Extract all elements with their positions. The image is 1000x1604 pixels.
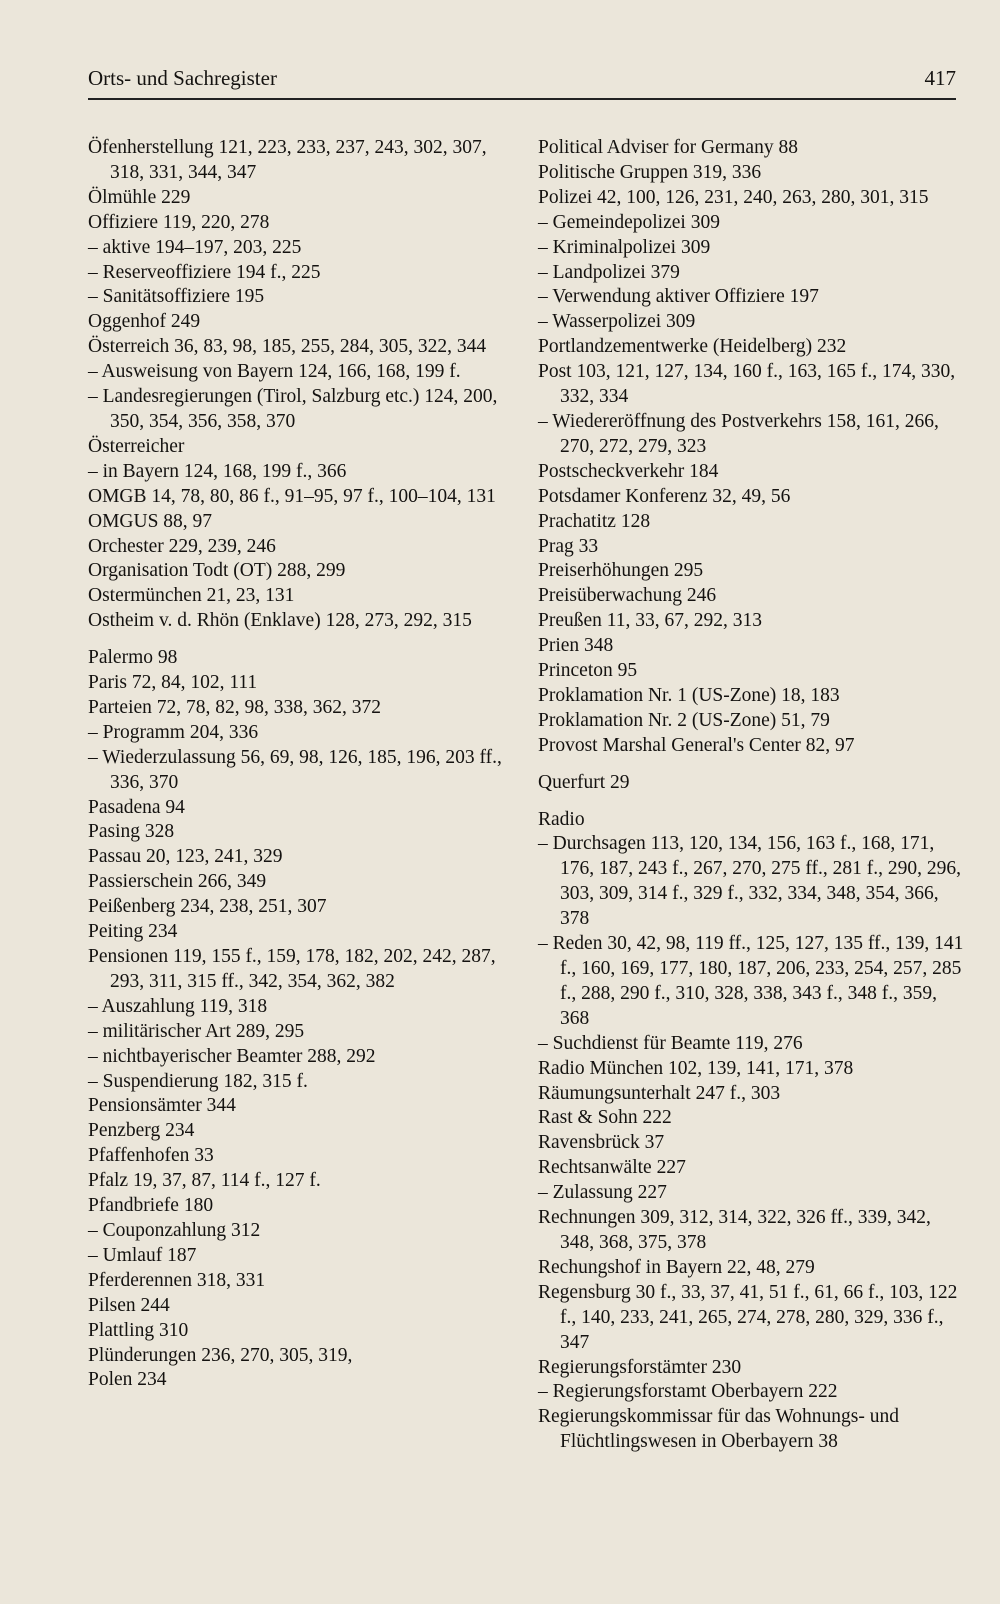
index-subentry: – Suchdienst für Beamte 119, 276	[538, 1032, 803, 1054]
index-entry: Post 103, 121, 127, 134, 160 f., 163, 165 f., 174, 330, 332, 334	[538, 361, 956, 408]
index-entry: Orchester 229, 239, 246	[88, 535, 276, 557]
index-entry: Ölmühle 229	[88, 186, 191, 208]
index-entry: Preußen 11, 33, 67, 292, 313	[538, 610, 763, 632]
index-entry: Preisüberwachung 246	[538, 585, 717, 607]
index-entry: Penzberg 234	[88, 1120, 195, 1142]
index-entry: Pasing 328	[88, 821, 175, 843]
index-entry: Prachatitz 128	[538, 510, 651, 532]
index-subentry: – Gemeindepolizei 309	[538, 211, 720, 233]
index-subentry: – Programm 204, 336	[88, 721, 259, 743]
index-subentry: – Sanitätsoffiziere 195	[88, 286, 265, 308]
index-subentry: – Verwendung aktiver Offiziere 197	[538, 286, 819, 308]
index-entry: Politische Gruppen 319, 336	[538, 161, 762, 183]
index-column-left	[88, 136, 520, 1393]
index-entry: Regierungskommissar für das Wohnungs- und Flüchtlingswesen in Oberbayern 38	[538, 1406, 899, 1453]
index-subentry: – Landesregierungen (Tirol, Salzburg etc.) 124, 200, 350, 354, 356, 358, 370	[88, 386, 498, 432]
page-header	[88, 64, 956, 100]
index-subentry: – aktive 194–197, 203, 225	[88, 236, 302, 258]
index-entry: Political Adviser for Germany 88	[538, 137, 798, 158]
running-title: Orts- und Sachregister	[88, 66, 277, 90]
index-entry: Radio	[538, 808, 585, 830]
index-entry: Rechungshof in Bayern 22, 48, 279	[538, 1256, 815, 1278]
index-entry: Pasadena 94	[88, 796, 185, 818]
index-subentry: – Umlauf 187	[88, 1244, 197, 1266]
index-entry: Postscheckverkehr 184	[538, 460, 719, 482]
index-entry: Pfalz 19, 37, 87, 114 f., 127 f.	[88, 1170, 321, 1192]
index-entry: Regensburg 30 f., 33, 37, 41, 51 f., 61, 66 f., 103, 122 f., 140, 233, 241, 265, 274, 278, 280, 329, 336 f., 347	[538, 1281, 958, 1353]
index-entry: Oggenhof 249	[88, 311, 201, 333]
index-entry: Radio München 102, 139, 141, 171, 378	[538, 1057, 854, 1079]
index-subentry: – Wiedereröffnung des Postverkehrs 158, 161, 266, 270, 272, 279, 323	[538, 410, 939, 457]
index-subentry: – Auszahlung 119, 318	[88, 995, 268, 1017]
index-subentry: – Landpolizei 379	[538, 261, 680, 283]
index-subentry: – Couponzahlung 312	[88, 1219, 261, 1241]
index-subentry: – in Bayern 124, 168, 199 f., 366	[88, 460, 347, 482]
index-entry: Paris 72, 84, 102, 111	[88, 672, 258, 694]
page-number: 417	[924, 66, 956, 90]
index-subentry: – Durchsagen 113, 120, 134, 156, 163 f., 168, 171, 176, 187, 243 f., 267, 270, 275 ff., 281 f., 290, 296, 303, 309, 314 f., 329 f., 332, 334, 348, 354, 366, 378	[538, 833, 961, 930]
index-column-right	[538, 136, 968, 1455]
index-entry: OMGB 14, 78, 80, 86 f., 91–95, 97 f., 100–104, 131	[88, 485, 496, 507]
index-subentry: – nichtbayerischer Beamter 288, 292	[88, 1045, 376, 1067]
index-entry: Ravensbrück 37	[538, 1132, 665, 1154]
index-subentry: – Reserveoffiziere 194 f., 225	[88, 261, 321, 283]
index-entry: Querfurt 29	[538, 771, 630, 793]
index-subentry: – militärischer Art 289, 295	[88, 1020, 305, 1042]
index-entry: Preiserhöhungen 295	[538, 560, 704, 582]
index-entry: Peiting 234	[88, 921, 178, 943]
index-entry: Pensionen 119, 155 f., 159, 178, 182, 202, 242, 287, 293, 311, 315 ff., 342, 354, 362, 382	[88, 946, 496, 992]
index-entry: Potsdamer Konferenz 32, 49, 56	[538, 485, 791, 507]
index-entry: Öfenherstellung 121, 223, 233, 237, 243, 302, 307, 318, 331, 344, 347	[88, 137, 487, 183]
index-entry: Provost Marshal General's Center 82, 97	[538, 734, 855, 756]
index-entry: Österreicher	[88, 435, 185, 457]
index-entry: Offiziere 119, 220, 278	[88, 211, 270, 233]
index-entry: Proklamation Nr. 2 (US-Zone) 51, 79	[538, 709, 830, 731]
index-subentry: – Ausweisung von Bayern 124, 166, 168, 199 f.	[88, 361, 461, 383]
index-entry: Peißenberg 234, 238, 251, 307	[88, 896, 327, 918]
index-entry: Rechnungen 309, 312, 314, 322, 326 ff., 339, 342, 348, 368, 375, 378	[538, 1207, 931, 1253]
index-entry: Pfaffenhofen 33	[88, 1145, 214, 1167]
index-subentry: – Wiederzulassung 56, 69, 98, 126, 185, 196, 203 ff., 336, 370	[88, 746, 502, 793]
index-entry: Plünderungen 236, 270, 305, 319,	[88, 1344, 353, 1366]
index-entry: Rechtsanwälte 227	[538, 1157, 686, 1179]
index-entry: Regierungsforstämter 230	[538, 1356, 742, 1378]
index-subentry: – Kriminalpolizei 309	[538, 236, 711, 258]
index-entry: Prien 348	[538, 635, 614, 657]
index-entry: Organisation Todt (OT) 288, 299	[88, 560, 346, 582]
index-entry: Räumungsunterhalt 247 f., 303	[538, 1082, 781, 1104]
index-entry: OMGUS 88, 97	[88, 510, 213, 532]
index-subentry: – Zulassung 227	[538, 1182, 667, 1204]
index-entry: Pensionsämter 344	[88, 1095, 236, 1117]
index-subentry: – Wasserpolizei 309	[538, 311, 696, 333]
index-entry: Parteien 72, 78, 82, 98, 338, 362, 372	[88, 696, 382, 718]
index-entry: Proklamation Nr. 1 (US-Zone) 18, 183	[538, 684, 840, 706]
index-entry: Portlandzementwerke (Heidelberg) 232	[538, 336, 847, 358]
index-entry: Rast & Sohn 222	[538, 1107, 672, 1129]
index-entry: Princeton 95	[538, 660, 638, 682]
index-entry: Plattling 310	[88, 1319, 189, 1341]
index-entry: Pferderennen 318, 331	[88, 1269, 266, 1291]
index-entry: Polizei 42, 100, 126, 231, 240, 263, 280, 301, 315	[538, 186, 929, 208]
index-entry: Ostermünchen 21, 23, 131	[88, 585, 295, 607]
index-entry: Prag 33	[538, 535, 599, 557]
index-subentry: – Regierungsforstamt Oberbayern 222	[538, 1381, 838, 1403]
index-entry: Palermo 98	[88, 647, 178, 669]
index-entry: Österreich 36, 83, 98, 185, 255, 284, 305, 322, 344	[88, 336, 487, 358]
index-entry: Passierschein 266, 349	[88, 871, 267, 893]
index-subentry: – Reden 30, 42, 98, 119 ff., 125, 127, 135 ff., 139, 141 f., 160, 169, 177, 180, 187, 206, 233, 254, 257, 285 f., 288, 290 f., 310, 328, 338, 343 f., 348 f., 359, 368	[538, 933, 964, 1029]
index-entry: Pfandbriefe 180	[88, 1195, 214, 1217]
index-entry: Passau 20, 123, 241, 329	[88, 846, 283, 868]
index-entry: Pilsen 244	[88, 1294, 170, 1316]
index-entry: Polen 234	[88, 1369, 167, 1391]
index-entry: Ostheim v. d. Rhön (Enklave) 128, 273, 292, 315	[88, 610, 472, 632]
index-subentry: – Suspendierung 182, 315 f.	[88, 1070, 308, 1092]
